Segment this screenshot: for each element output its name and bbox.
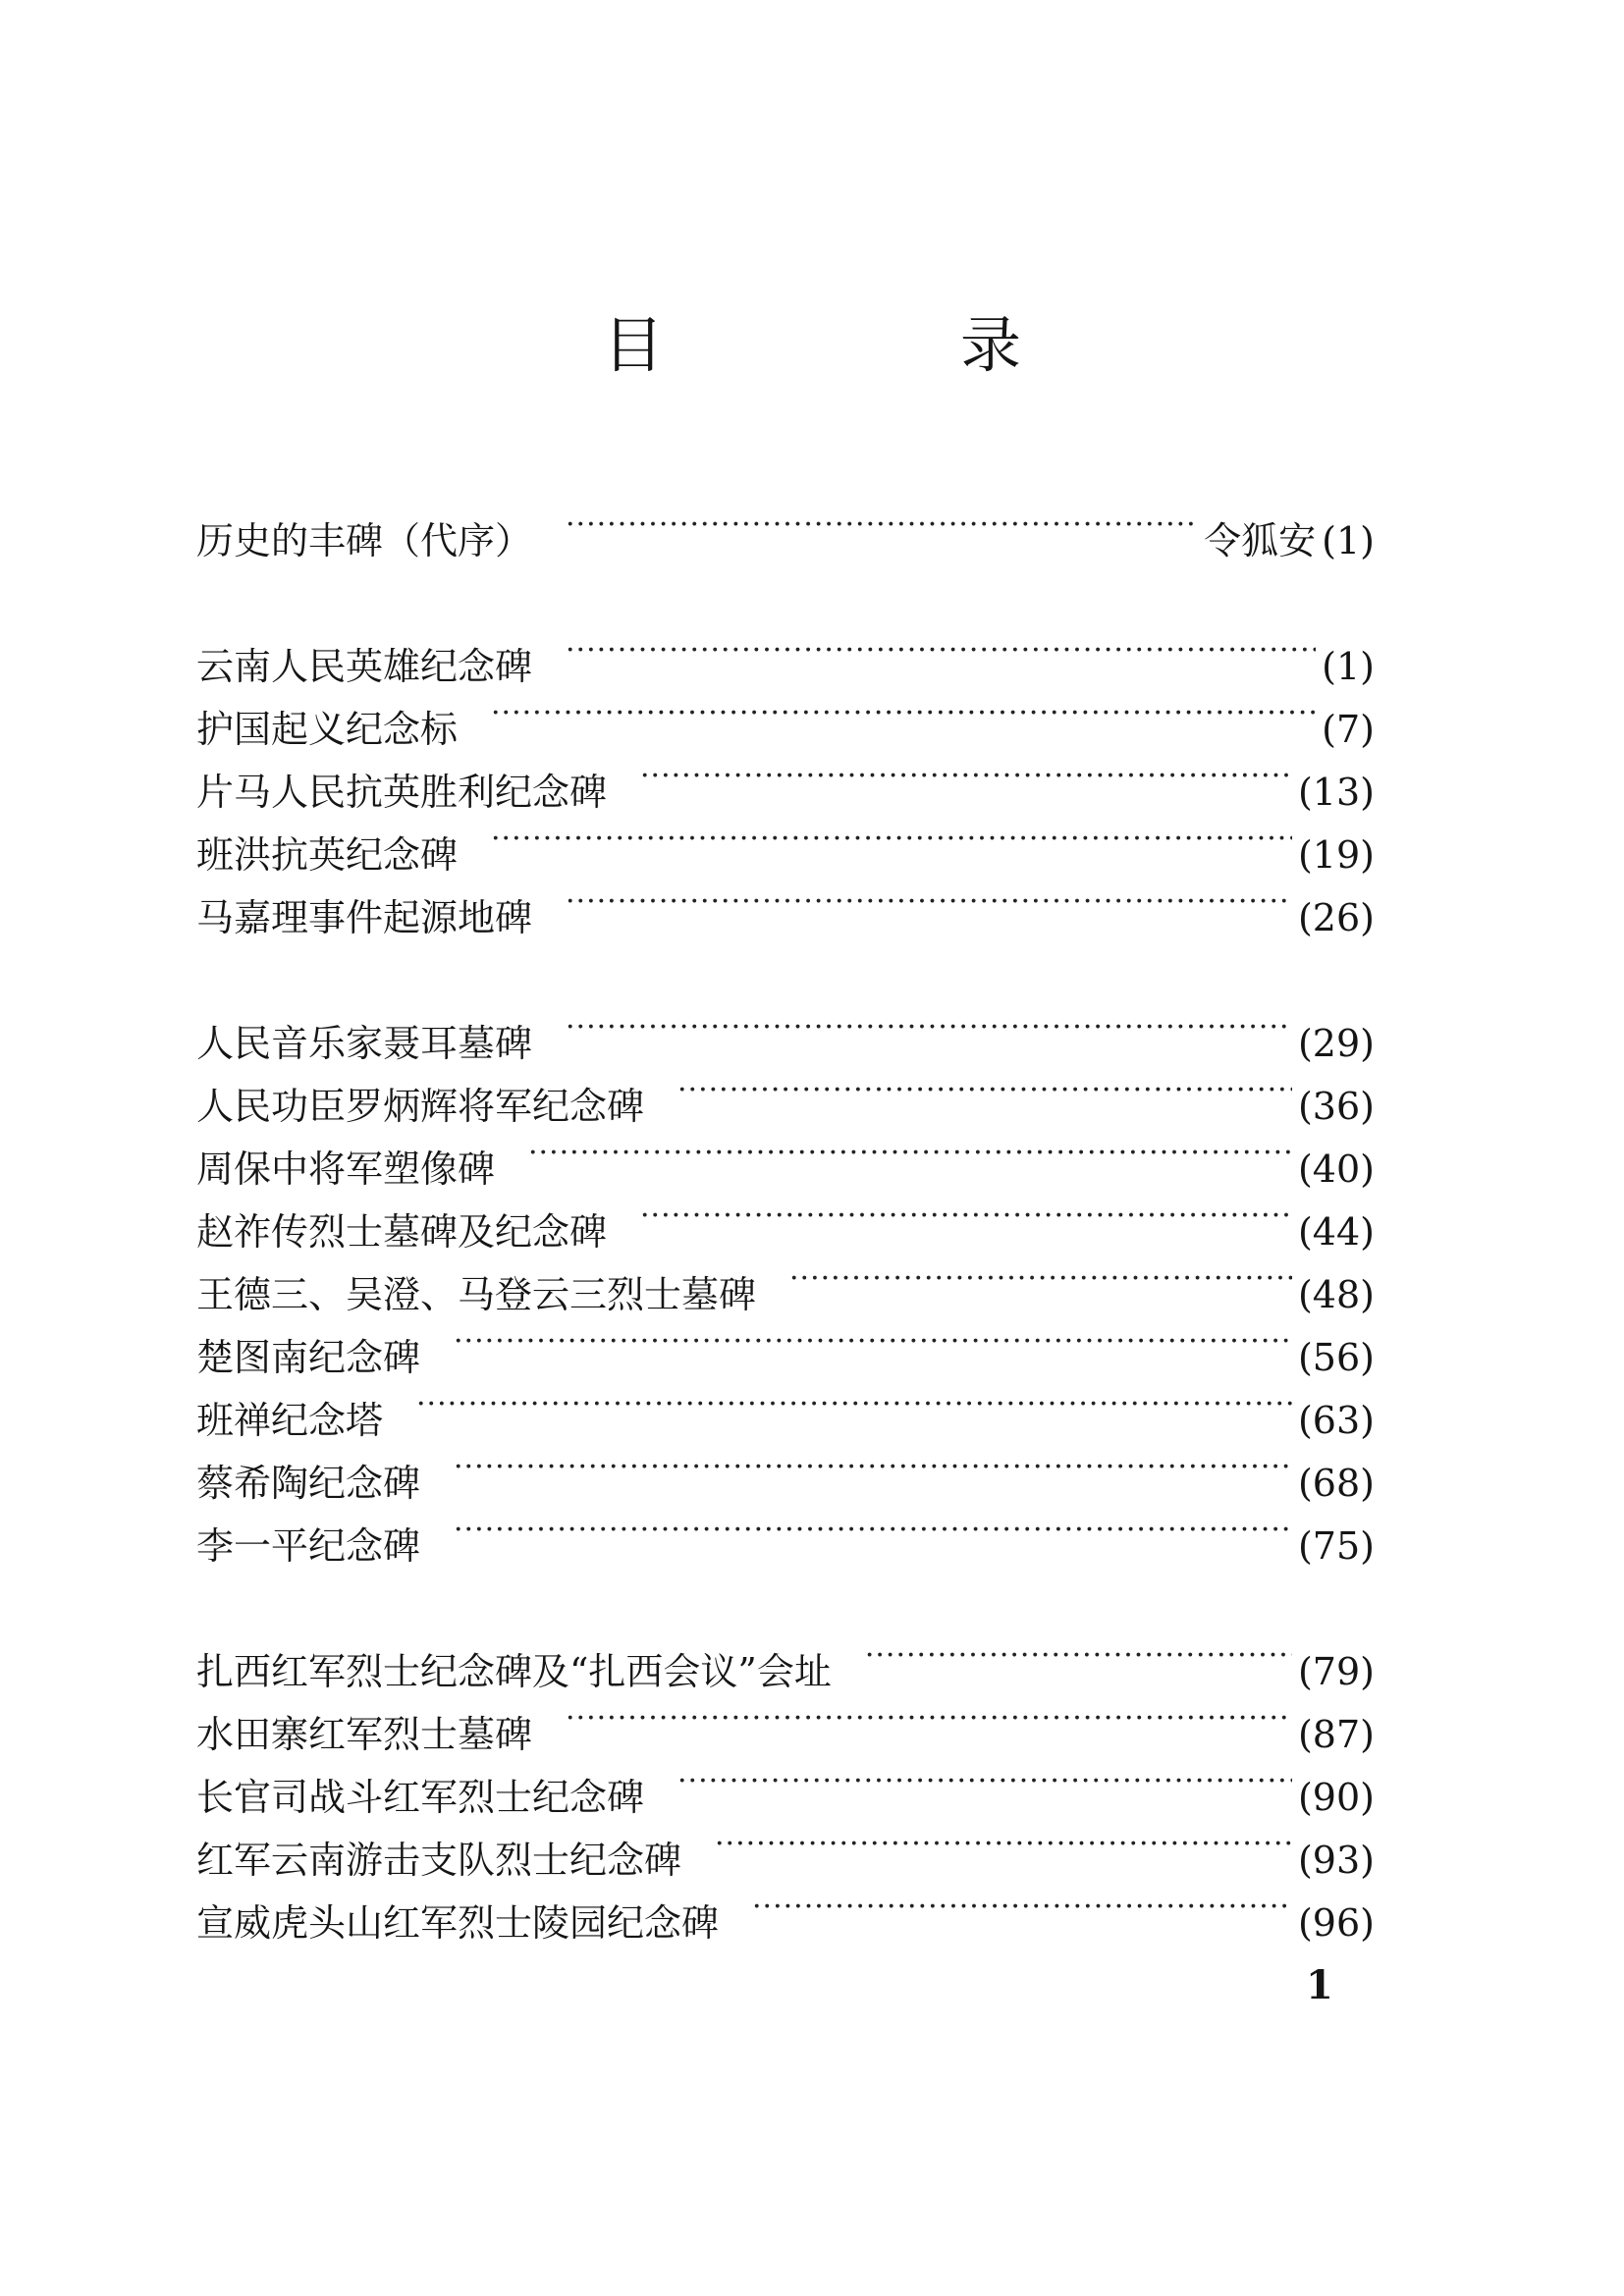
entry-page-number: (56) <box>1297 1336 1375 1379</box>
dot-leader <box>677 1056 1292 1119</box>
dot-leader <box>677 1747 1292 1810</box>
table-of-contents <box>196 491 1375 1945</box>
dot-leader <box>566 616 1316 679</box>
entry-page-number: (40) <box>1297 1148 1375 1191</box>
dot-leader <box>566 1684 1292 1747</box>
toc-entry <box>196 616 1375 688</box>
entry-page-number: (13) <box>1297 771 1375 814</box>
entry-title: 班禅纪念塔 <box>196 1399 384 1442</box>
entry-title: 赵祚传烈士墓碑及纪念碑 <box>196 1210 608 1254</box>
toc-entry <box>196 1622 1375 1693</box>
entry-page-number: (87) <box>1297 1713 1375 1756</box>
entry-title: 长官司战斗红军烈士纪念碑 <box>196 1776 645 1819</box>
entry-page-number: (96) <box>1297 1901 1375 1945</box>
entry-title: 李一平纪念碑 <box>196 1524 421 1568</box>
entry-title: 宣威虎头山红军烈士陵园纪念碑 <box>196 1901 720 1945</box>
entry-page-number: (1) <box>1322 519 1375 562</box>
page-number: 1 <box>1306 1962 1333 2008</box>
entry-page-number: (48) <box>1297 1273 1375 1316</box>
toc-group-2 <box>196 993 1375 1568</box>
entry-title: 云南人民英雄纪念碑 <box>196 645 533 688</box>
entry-title: 扎西红军烈士纪念碑及“扎西会议”会址 <box>196 1650 832 1693</box>
entry-page-number: (90) <box>1297 1776 1375 1819</box>
dot-leader <box>454 1433 1292 1496</box>
dot-leader <box>416 1370 1292 1433</box>
toc-entry-preface <box>196 491 1375 562</box>
entry-title: 班洪抗英纪念碑 <box>196 833 459 877</box>
dot-leader <box>491 679 1316 742</box>
entry-author: 令狐安 <box>1204 519 1317 562</box>
entry-page-number: (68) <box>1297 1462 1375 1505</box>
entry-page-number: (26) <box>1297 896 1375 939</box>
dot-leader <box>454 1496 1292 1559</box>
dot-leader <box>528 1119 1292 1182</box>
entry-title: 马嘉理事件起源地碑 <box>196 896 533 939</box>
entry-page-number: (75) <box>1297 1524 1375 1568</box>
entry-title: 蔡希陶纪念碑 <box>196 1462 421 1505</box>
entry-page-number: (19) <box>1297 833 1375 877</box>
dot-leader <box>454 1308 1292 1370</box>
dot-leader <box>715 1810 1292 1873</box>
entry-page-number: (36) <box>1297 1085 1375 1128</box>
dot-leader <box>789 1245 1292 1308</box>
dot-leader <box>865 1622 1292 1684</box>
entry-title: 人民功臣罗炳辉将军纪念碑 <box>196 1085 645 1128</box>
entry-title: 红军云南游击支队烈士纪念碑 <box>196 1839 682 1882</box>
dot-leader <box>566 491 1198 554</box>
entry-title: 周保中将军塑像碑 <box>196 1148 496 1191</box>
dot-leader <box>640 1182 1292 1245</box>
entry-page-number: (44) <box>1297 1210 1375 1254</box>
entry-title: 人民音乐家聂耳墓碑 <box>196 1022 533 1065</box>
entry-page-number: (29) <box>1297 1022 1375 1065</box>
toc-entry <box>196 993 1375 1065</box>
entry-title: 片马人民抗英胜利纪念碑 <box>196 771 608 814</box>
dot-leader <box>566 993 1292 1056</box>
entry-page-number: (7) <box>1322 708 1375 751</box>
dot-leader <box>491 805 1292 868</box>
toc-group-3 <box>196 1622 1375 1945</box>
entry-page-number: (79) <box>1297 1650 1375 1693</box>
entry-title: 历史的丰碑（代序） <box>196 519 533 562</box>
page-title: 目 录 <box>602 309 1139 381</box>
entry-page-number: (1) <box>1322 645 1375 688</box>
dot-leader <box>640 742 1292 805</box>
toc-group-1 <box>196 616 1375 939</box>
entry-title: 水田寨红军烈士墓碑 <box>196 1713 533 1756</box>
entry-page-number: (63) <box>1297 1399 1375 1442</box>
entry-title: 王德三、吴澄、马登云三烈士墓碑 <box>196 1273 757 1316</box>
entry-title: 护国起义纪念标 <box>196 708 459 751</box>
entry-title: 楚图南纪念碑 <box>196 1336 421 1379</box>
dot-leader <box>566 868 1292 931</box>
entry-page-number: (93) <box>1297 1839 1375 1882</box>
dot-leader <box>752 1873 1292 1936</box>
